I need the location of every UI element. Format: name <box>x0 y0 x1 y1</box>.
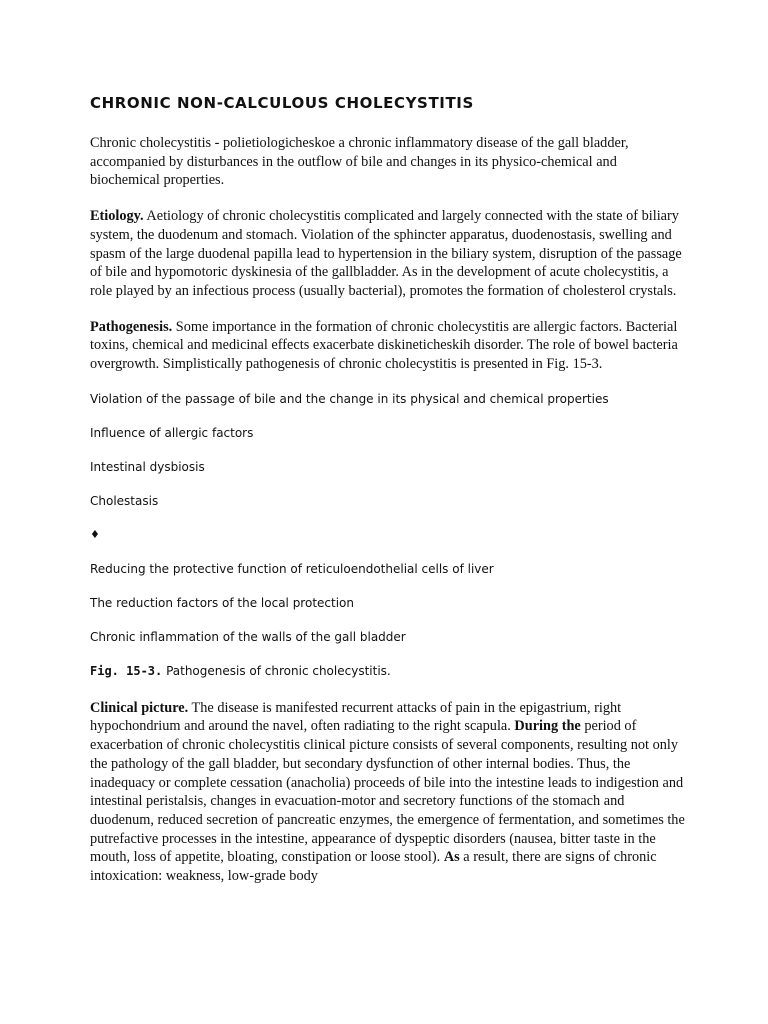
clinical-text-3: a result, there are signs of chronic intoxication: weakness, low-grade body <box>90 849 657 885</box>
clinical-bold-3: As <box>443 849 460 866</box>
pathogenesis-text: Some importance in the formation of chronic cholecystitis are allergic factors. Bacterial toxins, chemical and medicinal effects exacerbate diskineticheskih disorder. The role of bowel bacteria overgrowth. Simplistically pathogenesis of chronic cholecystitis is presented in Fig. 15-3. <box>90 318 678 373</box>
diagram-item: Intestinal dysbiosis <box>90 459 205 474</box>
figure-caption-text: Pathogenesis of chronic cholecystitis. <box>162 663 391 678</box>
pathogenesis-paragraph <box>90 318 690 374</box>
figure-label: Fig. 15-3. <box>90 663 163 678</box>
clinical-text-2: period of exacerbation of chronic cholecystitis clinical picture consists of several components, resulting not only the pathology of the gall bladder, but secondary dysfunction of other internal bodies. Thus, the inadequacy or complete cessation (anacholia) proceeds of bile into the intestine leads to indigestion and intestinal peristalsis, changes in evacuation-motor and secretory functions of the stomach and duodenum, reduced secretion of pancreatic enzymes, the emergence of fermentation, and sometimes the putrefactive processes in the intestine, appearance of dyspeptic disorders (nausea, bitter taste in the mouth, loss of appetite, bloating, constipation or loose stool). <box>90 718 685 866</box>
etiology-paragraph <box>90 207 690 301</box>
diamond-bullet: ♦ <box>90 527 100 541</box>
page-title: CHRONIC NON-CALCULOUS CHOLECYSTITIS <box>90 94 474 112</box>
diagram-item: Chronic inflammation of the walls of the gall bladder <box>90 629 406 644</box>
document-page <box>90 92 690 903</box>
etiology-label: Etiology. <box>90 208 144 225</box>
figure-caption <box>90 663 690 679</box>
diagram-item: Cholestasis <box>90 493 159 508</box>
diagram-item: Influence of allergic factors <box>90 425 254 440</box>
diagram-item: The reduction factors of the local protection <box>90 595 354 610</box>
clinical-label: Clinical picture. <box>90 699 189 716</box>
intro-paragraph: Chronic cholecystitis - polietiologicheskoe a chronic inflammatory disease of the gall bladder, accompanied by disturbances in the outflow of bile and changes in its physico-chemical and biochemical properties. <box>90 135 629 189</box>
clinical-text-1: The disease is manifested recurrent attacks of pain in the epigastrium, right hypochondrium and around the navel, often radiating to the right scapula. <box>90 699 622 735</box>
diagram-item: Violation of the passage of bile and the change in its physical and chemical properties <box>90 391 609 406</box>
diagram-item: Reducing the protective function of reticuloendothelial cells of liver <box>90 561 494 576</box>
clinical-bold-2: During the <box>514 718 581 735</box>
pathogenesis-label: Pathogenesis. <box>90 318 173 335</box>
etiology-text: Aetiology of chronic cholecystitis complicated and largely connected with the state of biliary system, the duodenum and stomach. Violation of the sphincter apparatus, duodenostasis, swelling and spasm of the large duodenal papilla lead to hypertension in the biliary system, disruption of the passage of bile and hypomotoric dyskinesia of the gallbladder. As in the development of acute cholecystitis, a role played by an infectious process (usually bacterial), promotes the formation of cholesterol crystals. <box>90 208 682 299</box>
clinical-paragraph <box>90 699 690 886</box>
